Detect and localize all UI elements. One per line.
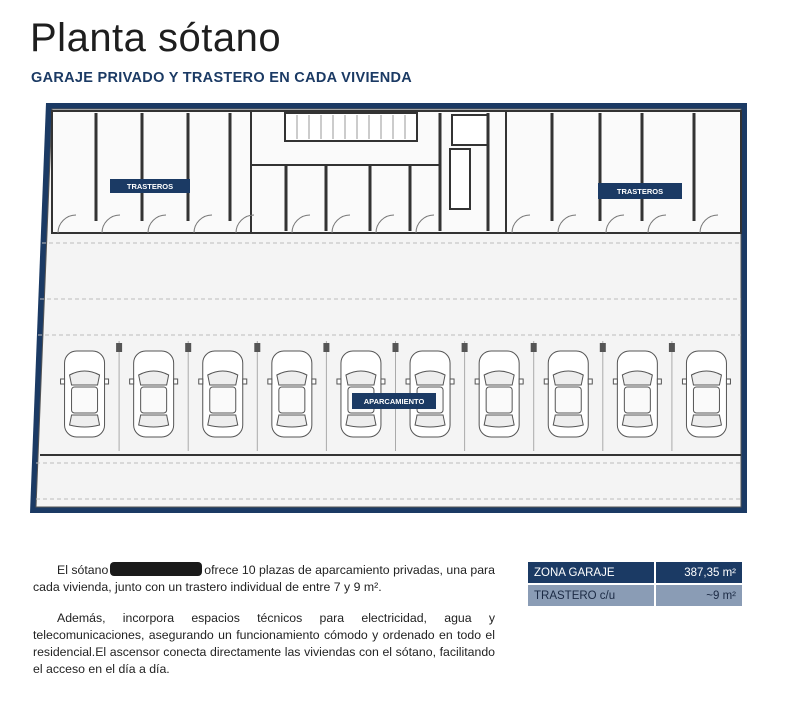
car-icon xyxy=(613,351,661,437)
bay-post xyxy=(531,343,537,352)
area-label: ZONA GARAJE xyxy=(528,562,655,584)
bay-post xyxy=(393,343,399,352)
area-table xyxy=(528,562,742,606)
description-p1-end: ofrece 10 plazas de aparcamiento privadas, una para cada vivienda, junto con un trastero individual de entre 7 y 9 m². xyxy=(33,563,495,594)
bay-post xyxy=(600,343,606,352)
area-row xyxy=(528,562,742,584)
car-icon xyxy=(199,351,247,437)
bay-post xyxy=(462,343,468,352)
label-aparcamiento-text: APARCAMIENTO xyxy=(363,397,425,406)
area-value: 387,35 m² xyxy=(655,562,742,584)
car-icon xyxy=(130,351,178,437)
area-label: TRASTERO c/u xyxy=(528,584,655,606)
parking-bay xyxy=(61,351,109,437)
label-trasteros-right-text: TRASTEROS xyxy=(616,187,664,196)
description-paragraph-1 xyxy=(33,562,495,596)
label-trasteros-left-text: TRASTEROS xyxy=(126,182,174,191)
bay-post xyxy=(116,343,122,352)
basement-floor-plan xyxy=(30,103,747,513)
car-icon xyxy=(544,351,592,437)
label-trasteros-left xyxy=(110,179,190,193)
page-title: Planta sótano xyxy=(30,16,282,60)
bay-post xyxy=(323,343,329,352)
redacted-name xyxy=(110,562,202,576)
storage-zone-left xyxy=(52,111,251,233)
bay-post xyxy=(185,343,191,352)
core-zone xyxy=(251,111,506,233)
car-icon xyxy=(475,351,523,437)
car-icon xyxy=(61,351,109,437)
label-trasteros-right xyxy=(598,183,682,199)
label-aparcamiento xyxy=(352,393,436,409)
bay-post xyxy=(254,343,260,352)
page-subtitle: GARAJE PRIVADO Y TRASTERO EN CADA VIVIENDA xyxy=(31,70,413,86)
description-p1-start: El sótano xyxy=(57,563,109,577)
bay-post xyxy=(669,343,675,352)
description xyxy=(33,562,495,692)
car-icon xyxy=(682,351,730,437)
description-paragraph-2: Además, incorpora espacios técnicos para electricidad, agua y telecomunicaciones, asegurando un funcionamiento cómodo y ordenado en todo el residencial.El ascensor conecta directamente las viviendas con el sótano, facilitando el acceso en el día a día. xyxy=(33,611,495,676)
area-value: ~9 m² xyxy=(655,584,742,606)
car-icon xyxy=(268,351,316,437)
area-row xyxy=(528,584,742,606)
